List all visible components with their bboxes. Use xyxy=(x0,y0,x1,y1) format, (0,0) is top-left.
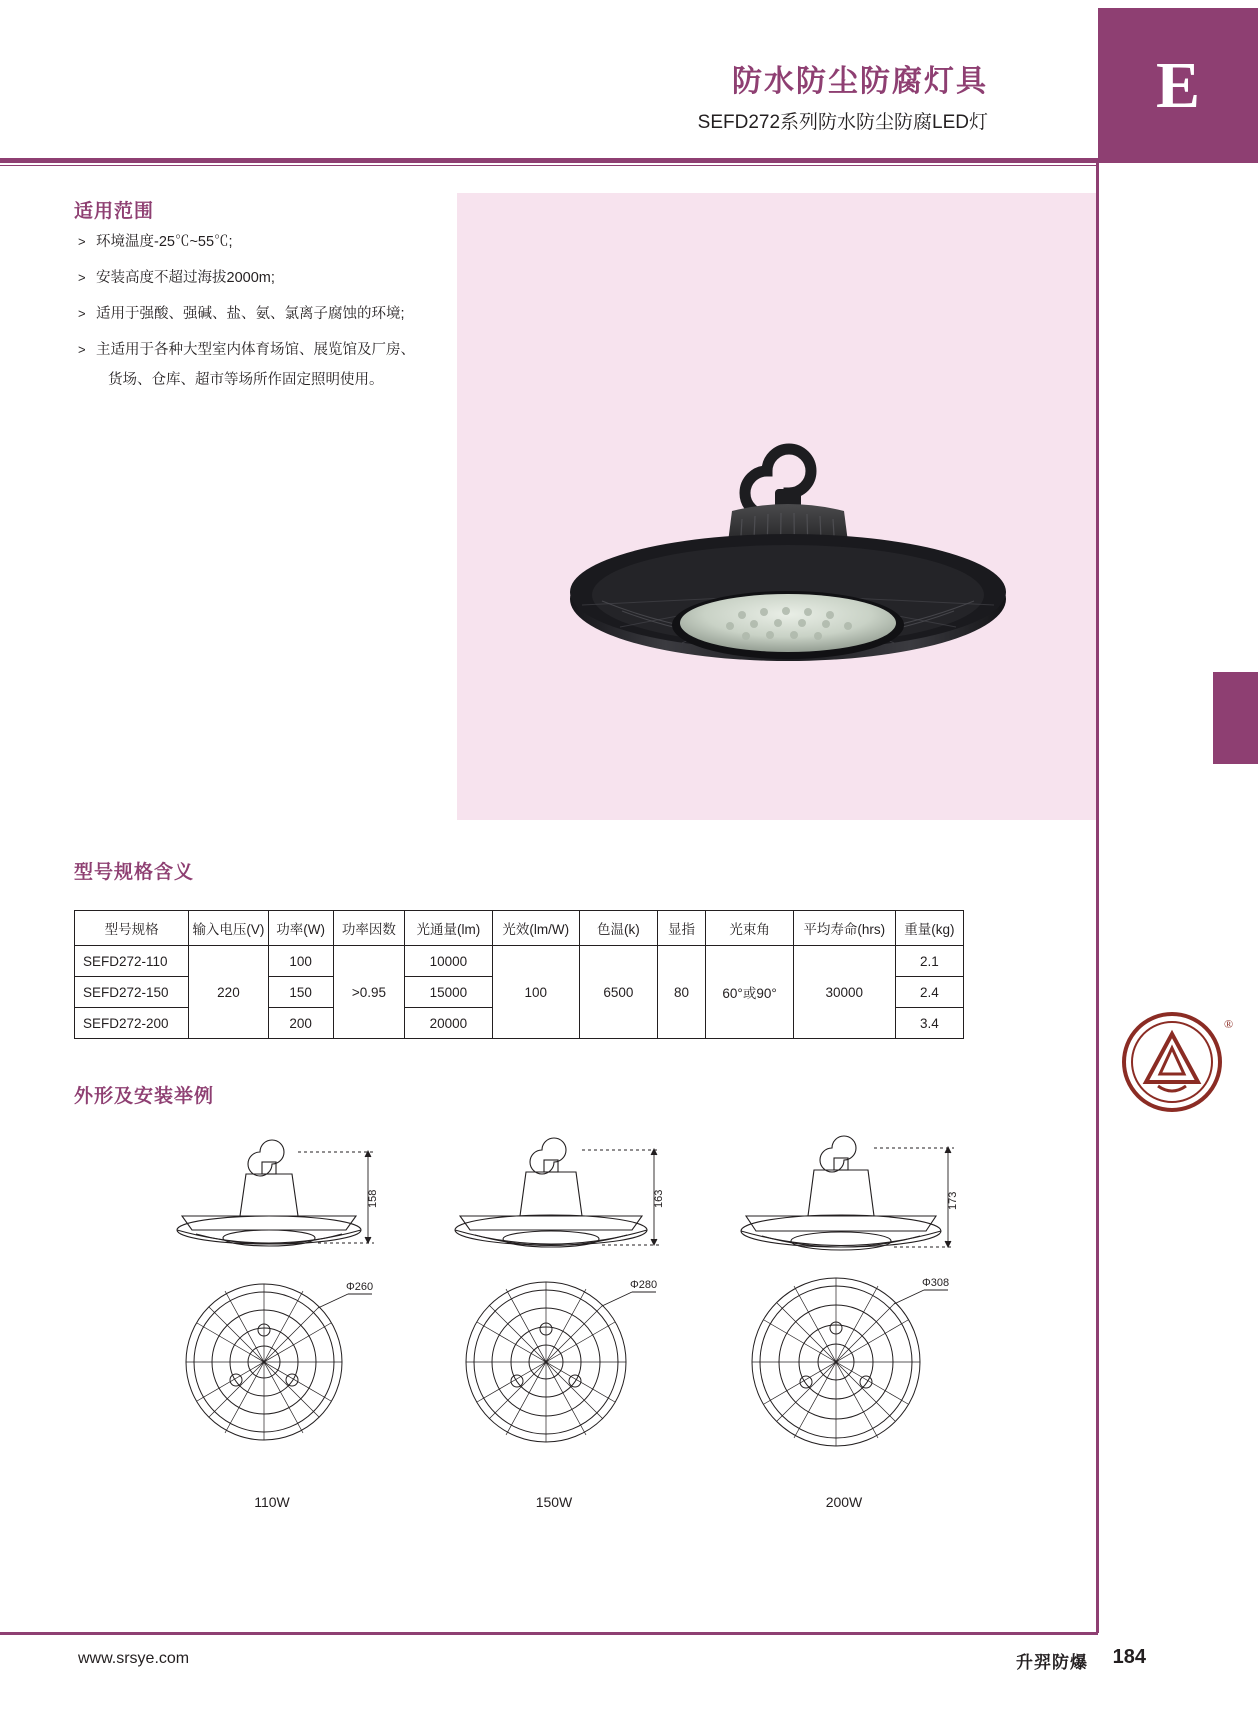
list-item xyxy=(78,268,498,288)
list-item xyxy=(78,304,498,324)
dimension-figure-150w xyxy=(404,1130,704,1510)
spec-table-wrapper xyxy=(74,910,964,1039)
bullet-arrow-icon: > xyxy=(78,342,86,357)
lamp-side-and-bottom-view-150w xyxy=(404,1130,704,1480)
diameter-label-110w: Φ260 xyxy=(346,1281,374,1293)
height-label-200w: 173 xyxy=(947,1191,959,1210)
dimension-drawings xyxy=(74,1130,1074,1510)
footer-website[interactable]: www.srsye.com xyxy=(78,1650,190,1667)
header-divider-thin xyxy=(0,165,1098,166)
scope-section-title: 适用范围 xyxy=(74,201,155,222)
cell-weight: 2.1 xyxy=(895,946,963,977)
cell-cct: 6500 xyxy=(580,946,658,1039)
bullet-arrow-icon: > xyxy=(78,234,86,249)
diameter-label-200w: Φ308 xyxy=(922,1277,950,1289)
col-header-pf: 功率因数 xyxy=(333,911,405,946)
dimension-figure-200w xyxy=(694,1130,994,1510)
height-label-110w: 158 xyxy=(367,1189,379,1208)
cell-model: SEFD272-110 xyxy=(75,946,189,977)
list-item-label: 适用于强酸、强碱、盐、氨、氯离子腐蚀的环境; xyxy=(96,306,405,322)
col-header-efficacy: 光效(lm/W) xyxy=(492,911,580,946)
list-item-label: 环境温度-25℃~55℃; xyxy=(96,234,233,250)
section-letter-tab xyxy=(1098,8,1258,163)
side-marker-tab xyxy=(1213,672,1258,764)
right-vertical-rule xyxy=(1096,163,1099,1633)
col-header-life: 平均寿命(hrs) xyxy=(793,911,895,946)
bullet-arrow-icon: > xyxy=(78,306,86,321)
page-title: 防水防尘防腐灯具 xyxy=(732,65,988,98)
certification-logo-icon xyxy=(1112,1000,1240,1128)
cell-life: 30000 xyxy=(793,946,895,1039)
list-item xyxy=(78,232,498,252)
col-header-cri: 显指 xyxy=(657,911,706,946)
cell-cri: 80 xyxy=(657,946,706,1039)
cell-power: 100 xyxy=(268,946,333,977)
bullet-arrow-icon: > xyxy=(78,270,86,285)
dimensions-section-title: 外形及安装举例 xyxy=(74,1086,215,1107)
cell-model: SEFD272-200 xyxy=(75,1008,189,1039)
svg-text:®: ® xyxy=(1224,1017,1234,1031)
cell-weight: 3.4 xyxy=(895,1008,963,1039)
cell-pf: >0.95 xyxy=(333,946,405,1039)
spec-section-title: 型号规格含义 xyxy=(74,862,195,883)
col-header-cct: 色温(k) xyxy=(580,911,658,946)
cell-flux: 20000 xyxy=(405,1008,492,1039)
footer-brand: 升羿防爆 xyxy=(1016,1653,1088,1672)
table-row xyxy=(75,946,964,977)
cell-efficacy: 100 xyxy=(492,946,580,1039)
figure-caption-200w: 200W xyxy=(825,1494,863,1510)
cell-model: SEFD272-150 xyxy=(75,977,189,1008)
dimension-figure-110w xyxy=(122,1130,422,1510)
list-item xyxy=(78,340,498,390)
col-header-flux: 光通量(lm) xyxy=(405,911,492,946)
figure-caption-150w: 150W xyxy=(535,1494,573,1510)
table-header-row xyxy=(75,911,964,946)
header-divider xyxy=(0,158,1098,163)
page-subtitle: SEFD272系列防水防尘防腐LED灯 xyxy=(697,112,988,133)
diameter-label-150w: Φ280 xyxy=(630,1279,658,1291)
height-label-150w: 163 xyxy=(653,1189,665,1208)
list-item-label-line2: 货场、仓库、超市等场所作固定照明使用。 xyxy=(108,372,384,388)
section-letter: E xyxy=(1155,48,1201,122)
cell-power: 200 xyxy=(268,1008,333,1039)
cell-power: 150 xyxy=(268,977,333,1008)
col-header-weight: 重量(kg) xyxy=(895,911,963,946)
highbay-lamp-illustration xyxy=(542,429,1012,689)
cell-flux: 10000 xyxy=(405,946,492,977)
scope-list xyxy=(78,232,498,406)
cell-voltage: 220 xyxy=(189,946,269,1039)
page-header xyxy=(0,0,1258,164)
list-item-label: 安装高度不超过海拔2000m; xyxy=(96,270,275,286)
figure-caption-110w: 110W xyxy=(254,1494,290,1510)
cell-weight: 2.4 xyxy=(895,977,963,1008)
col-header-power: 功率(W) xyxy=(268,911,333,946)
col-header-beam: 光束角 xyxy=(706,911,793,946)
page-number: 184 xyxy=(1112,1646,1146,1668)
lamp-side-and-bottom-view-200w xyxy=(694,1130,994,1480)
cell-flux: 15000 xyxy=(405,977,492,1008)
col-header-voltage: 输入电压(V) xyxy=(189,911,269,946)
lamp-side-and-bottom-view-110w xyxy=(122,1130,422,1480)
list-item-label: 主适用于各种大型室内体育场馆、展览馆及厂房、 xyxy=(96,342,415,358)
cell-beam: 60°或90° xyxy=(706,946,793,1039)
footer-divider xyxy=(0,1632,1098,1635)
spec-table xyxy=(74,910,964,1039)
product-photo xyxy=(457,193,1096,820)
col-header-model: 型号规格 xyxy=(75,911,189,946)
header-titles xyxy=(698,62,988,138)
